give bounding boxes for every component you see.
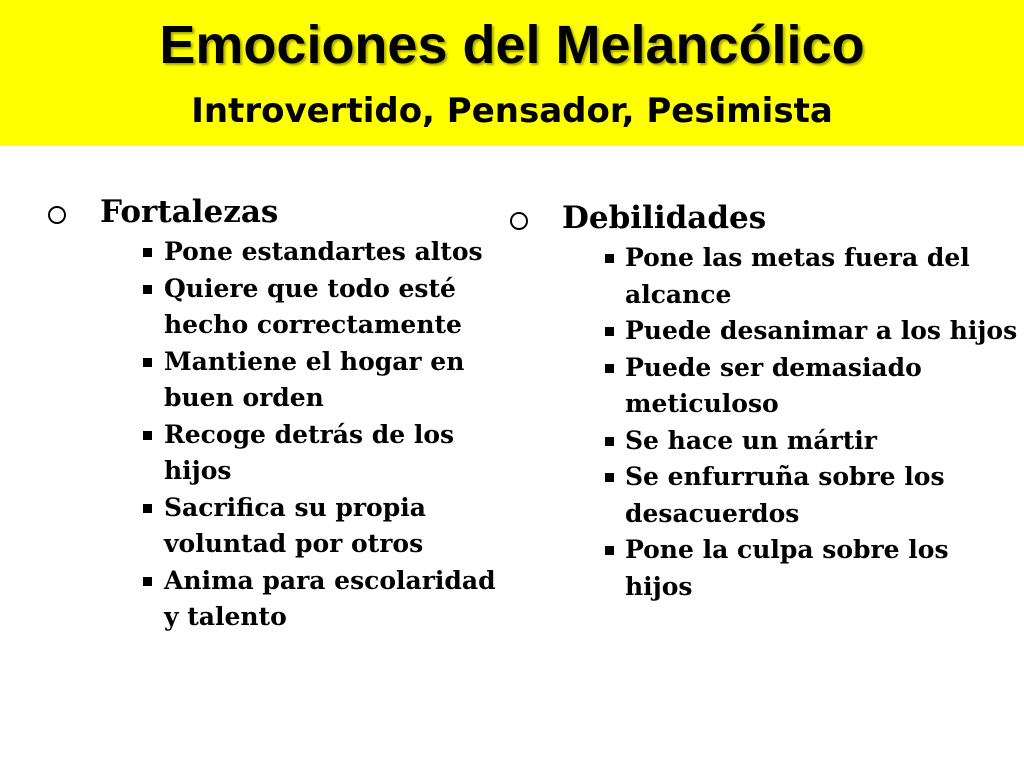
list-item-text: Pone las metas fuera del alcance	[625, 243, 970, 309]
list-item	[500, 350, 1020, 423]
list-item-text: Se hace un mártir	[625, 425, 877, 455]
list-item-text: Pone estandartes altos	[164, 237, 483, 266]
square-bullet-icon	[605, 254, 614, 263]
weaknesses-list	[500, 240, 1020, 605]
weaknesses-heading-text: Debilidades	[562, 200, 767, 236]
list-item-text: Se enfurruña sobre los desacuerdos	[625, 462, 945, 528]
list-item	[38, 563, 509, 636]
strengths-heading	[38, 190, 508, 234]
square-bullet-icon	[143, 504, 152, 513]
list-item-text: Quiere que todo esté hecho correctamente	[164, 273, 462, 339]
list-item-text: Pone la culpa sobre los hijos	[625, 535, 949, 601]
square-bullet-icon	[605, 437, 614, 446]
list-item	[500, 423, 1020, 460]
list-item	[500, 459, 1020, 532]
weaknesses-heading	[500, 196, 1020, 240]
list-item-text: Recoge detrás de los hijos	[164, 419, 455, 485]
hollow-circle-bullet-icon	[48, 206, 66, 224]
list-item	[500, 313, 1020, 350]
square-bullet-icon	[605, 546, 614, 555]
list-item-text: Mantiene el hogar en buen orden	[164, 346, 465, 412]
square-bullet-icon	[143, 358, 152, 367]
list-item	[500, 240, 1020, 313]
square-bullet-icon	[143, 248, 152, 257]
list-item	[38, 344, 509, 417]
slide-title: Emociones del Melancólico	[159, 15, 865, 75]
square-bullet-icon	[143, 285, 152, 294]
list-item	[38, 271, 509, 344]
square-bullet-icon	[605, 473, 614, 482]
list-item	[500, 532, 1020, 605]
square-bullet-icon	[605, 364, 614, 373]
strengths-column	[38, 190, 508, 636]
list-item	[38, 490, 509, 563]
weaknesses-column	[500, 196, 1020, 605]
list-item	[38, 234, 509, 271]
list-item-text: Sacrifica su propia voluntad por otros	[164, 492, 426, 558]
list-item	[38, 417, 509, 490]
title-banner	[0, 0, 1024, 146]
list-item-text: Anima para escolaridad y talento	[164, 565, 496, 631]
square-bullet-icon	[143, 431, 152, 440]
slide-subtitle: Introvertido, Pensador, Pesimista	[191, 91, 833, 131]
strengths-list	[38, 234, 508, 636]
strengths-heading-text: Fortalezas	[100, 194, 279, 230]
square-bullet-icon	[605, 327, 614, 336]
hollow-circle-bullet-icon	[510, 212, 528, 230]
list-item-text: Puede desanimar a los hijos	[625, 316, 1018, 345]
square-bullet-icon	[143, 577, 152, 586]
list-item-text: Puede ser demasiado meticuloso	[625, 352, 922, 418]
